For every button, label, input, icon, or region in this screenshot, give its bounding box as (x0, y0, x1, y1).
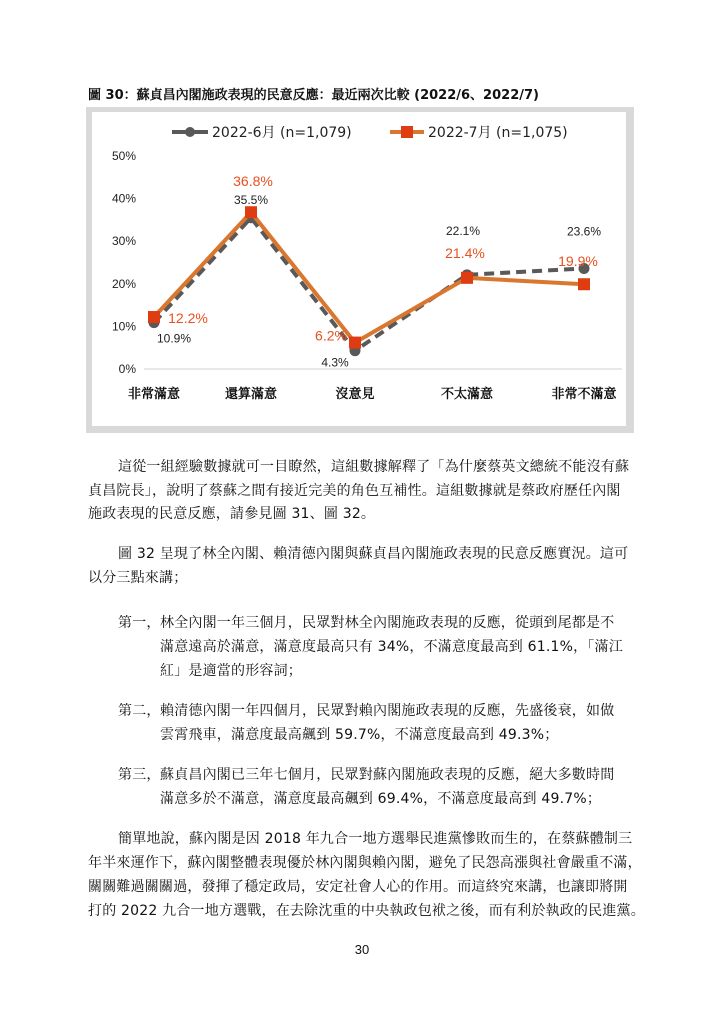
point-2-line-2: 雲霄飛車，滿意度最高飆到 59.7%，不滿意度最高到 49.3%； (160, 727, 559, 743)
legend-label-july: 2022-7月 (n=1,075) (428, 125, 568, 141)
data-label-july: 6.2% (315, 327, 347, 344)
y-tick-label: 0% (118, 362, 136, 376)
y-tick-label: 50% (111, 149, 136, 163)
y-tick-label: 10% (111, 319, 136, 334)
x-tick-label: 還算滿意 (224, 387, 278, 402)
paragraph-1-line-2: 貞昌院長」，說明了蔡蘇之間有接近完美的角色互補性。這組數據就是蔡政府歷任內閣 (88, 483, 621, 499)
point-1-line-1: 林全內閣一年三個月，民眾對林全內閣施政表現的反應，從頭到尾都是不 (160, 615, 615, 631)
x-tick-label: 非常不滿意 (551, 387, 617, 402)
paragraph-1-line-3: 施政表現的民意反應，請參見圖 31、圖 32。 (88, 506, 376, 522)
x-tick-label: 沒意見 (335, 387, 375, 402)
point-3-line-1: 蘇貞昌內閣已三年七個月，民眾對蘇內閣施政表現的反應，絕大多數時間 (160, 767, 615, 783)
data-label-july: 19.9% (558, 253, 598, 270)
point-2-label: 第二， (118, 703, 161, 719)
paragraph-1-line-1: 這從一組經驗數據就可一目瞭然，這組數據解釋了「為什麼蔡英文總統不能沒有蘇 (118, 459, 630, 475)
point-1-line-2: 滿意遠高於滿意，滿意度最高只有 34%，不滿意度最高到 61.1%，「滿江 (160, 639, 623, 655)
paragraph-2-line-2: 以分三點來講； (88, 570, 188, 586)
point-3-line-2: 滿意多於不滿意，滿意度最高飆到 69.4%，不滿意度最高到 49.7%； (160, 791, 602, 807)
data-point-july (578, 278, 590, 290)
legend-label-june: 2022-6月 (n=1,079) (212, 125, 352, 141)
data-point-july (148, 311, 160, 323)
data-label-july: 21.4% (445, 244, 485, 261)
data-point-july (349, 337, 361, 349)
point-1-label: 第一， (118, 615, 161, 631)
data-label-june: 10.9% (156, 331, 192, 346)
line-chart (92, 112, 626, 426)
data-point-july (245, 206, 257, 218)
legend-marker-june (185, 127, 195, 137)
data-label-june: 35.5% (233, 192, 269, 207)
paragraph-3-line-4: 打的 2022 九合一地方選戰，在去除沈重的中央執政包袱之後，而有利於執政的民進黨。 (88, 903, 645, 919)
point-3-label: 第三， (118, 767, 161, 783)
point-2-line-1: 賴清德內閣一年四個月，民眾對賴內閣施政表現的反應，先盛後衰，如做 (160, 703, 615, 719)
data-label-june: 22.1% (445, 223, 481, 238)
chart-frame (86, 107, 634, 433)
figure-caption: 圖 30：蘇貞昌內閣施政表現的民意反應：最近兩次比較 (2022/6、2022/7) (88, 88, 539, 103)
y-tick-label: 20% (111, 276, 136, 291)
chart-area (92, 112, 626, 426)
data-label-july: 12.2% (168, 310, 208, 327)
data-label-july: 36.8% (233, 173, 273, 190)
x-tick-label: 不太滿意 (440, 387, 494, 402)
paragraph-3-line-1: 簡單地說，蘇內閣是因 2018 年九合一地方選舉民進黨慘敗而生的，在蔡蘇體制三 (118, 831, 633, 847)
legend-marker-july (401, 126, 413, 138)
paragraph-3-line-2: 年半來運作下，蘇內閣整體表現優於林內閣與賴內閣，避免了民怨高漲與社會嚴重不滿， (88, 855, 642, 871)
series-line-july (154, 212, 584, 342)
page-number: 30 (354, 942, 370, 957)
series-line-june (154, 218, 584, 351)
y-tick-label: 40% (111, 191, 136, 206)
point-1-line-3: 紅」是適當的形容詞； (160, 663, 302, 679)
x-tick-label: 非常滿意 (127, 387, 181, 402)
y-tick-label: 30% (111, 234, 136, 249)
data-label-june: 23.6% (566, 224, 602, 239)
paragraph-3-line-3: 關關難過關關過，發揮了穩定政局，安定社會人心的作用。而這終究來講，也讓即將開 (88, 879, 628, 895)
data-label-june: 4.3% (321, 355, 349, 370)
paragraph-2-line-1: 圖 32 呈現了林全內閣、賴清德內閣與蘇貞昌內閣施政表現的民意反應實況。這可 (118, 546, 629, 562)
data-point-july (461, 272, 473, 284)
